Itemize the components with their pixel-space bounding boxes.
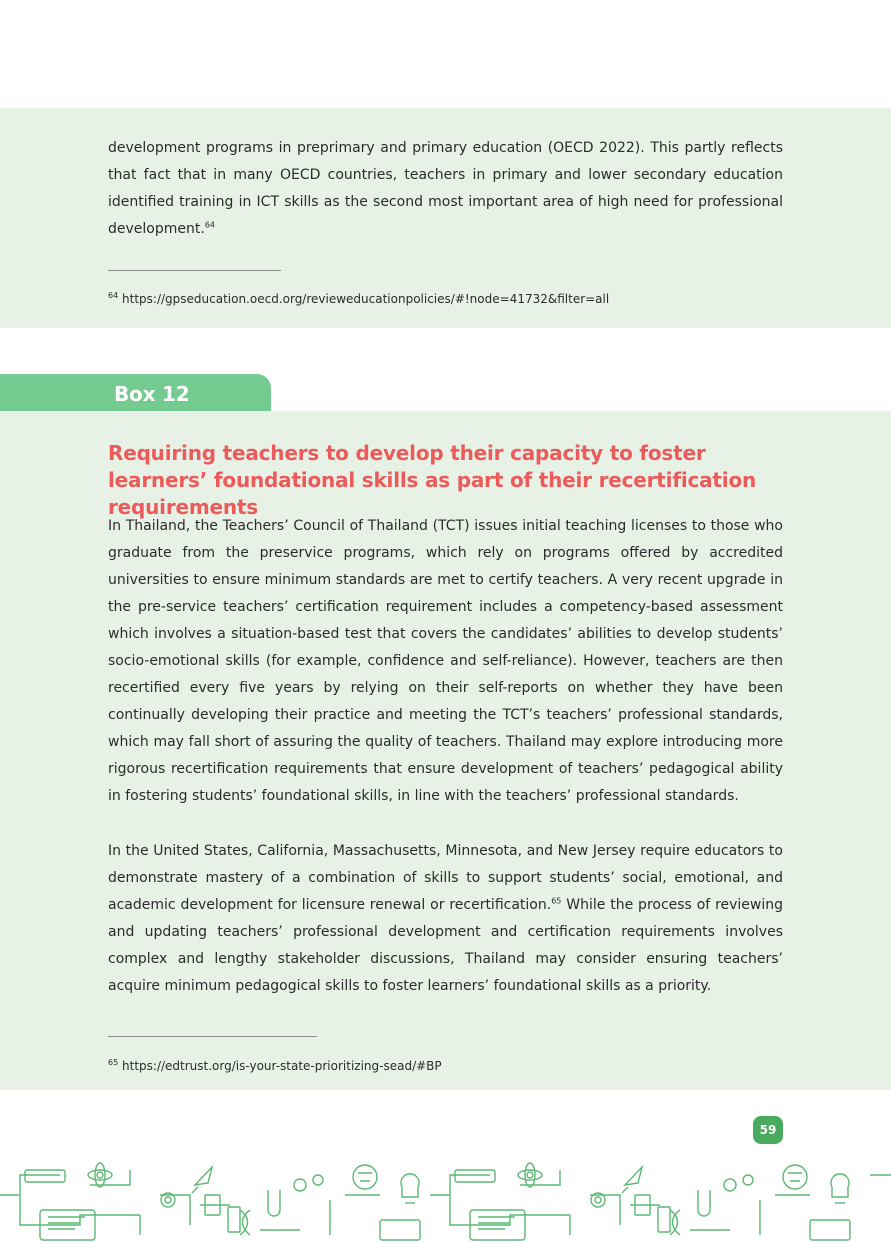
continued-paragraph: [108, 135, 783, 243]
decorative-footer-border: [0, 1155, 891, 1242]
footnote-65: [108, 1059, 442, 1073]
box-paragraph-united-states: [108, 838, 783, 1000]
footnote-link[interactable]: https://gpseducation.oecd.org/revieweducationpolicies/#!node=41732&filter=all: [122, 292, 610, 306]
paragraph-text-part2: While the process of reviewing and updating teachers’ professional development and certification requirements involves complex and lengthy stakeholder discussions, Thailand may consider ensuring teachers’ acquire minimum pedagogical skills to foster learners’ foundational skills as a priority.: [108, 897, 784, 994]
decor-pattern-left: [0, 1163, 420, 1240]
continued-paragraph-text: development programs in preprimary and primary education (OECD 2022). This partly reflects that fact that in many OECD countries, teachers in primary and lower secondary education identified training in ICT skills as the second most important area of high need for professional development.: [108, 140, 783, 237]
box-footnote-divider: [108, 1036, 317, 1037]
footnote-number: 65: [108, 1058, 119, 1067]
box-title: Requiring teachers to develop their capacity to foster learners’ foundational skills as part of their recertification requirements: [108, 441, 757, 519]
footnote-divider: [108, 270, 281, 271]
paragraph-text-part1: In the United States, California, Massachusetts, Minnesota, and New Jersey require educators to demonstrate mastery of a combination of skills to support students’ social, emotional, and academic development for licensure renewal or recertification.: [108, 843, 783, 913]
footnote-link[interactable]: https://edtrust.org/is-your-state-prioritizing-sead/#BP: [122, 1059, 442, 1073]
box-paragraph-thailand: In Thailand, the Teachers’ Council of Thailand (TCT) issues initial teaching licenses to those who graduate from the preservice programs, which rely on programs offered by accredited universities to ensure minimum standards are met to certify teachers. A very recent upgrade in the pre-service teachers’ certification requirement includes a competency-based assessment which involves a situation-based test that covers the candidates’ abilities to develop students’ socio-emotional skills (for example, confidence and self-reliance). However, teachers are then recertified every five years by relying on their self-reports on whether they have been continually developing their practice and meeting the TCT’s teachers’ professional standards, which may fall short of assuring the quality of teachers. Thailand may explore introducing more rigorous recertification requirements that ensure development of teachers’ pedagogical ability in fostering students’ foundational skills, in line with the teachers’ professional standards.: [108, 518, 783, 804]
box-label-tab: [0, 374, 271, 412]
decor-pattern-right: [430, 1163, 891, 1240]
footnote-ref-65: 65: [551, 896, 562, 906]
footnote-64: [108, 292, 609, 306]
box-label: Box 12: [114, 382, 190, 406]
footnote-number: 64: [108, 291, 119, 300]
page-number-badge: 59: [753, 1116, 783, 1144]
footnote-ref-64: 64: [204, 220, 215, 230]
